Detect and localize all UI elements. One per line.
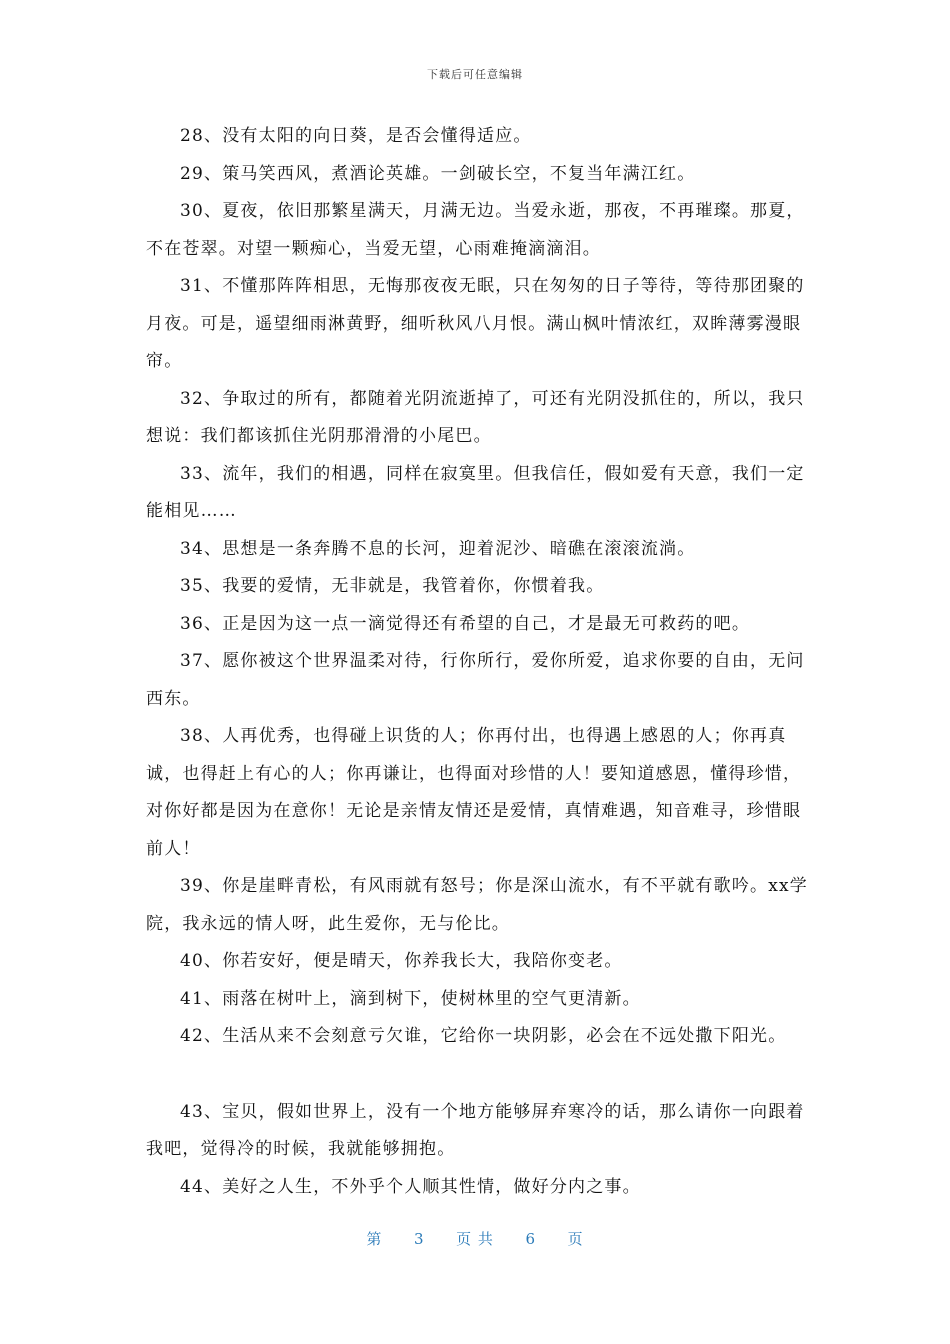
paragraph-34: 34、思想是一条奔腾不息的长河，迎着泥沙、暗礁在滚滚流淌。 <box>180 538 696 559</box>
paragraph-31: 31、不懂那阵阵相思，无悔那夜夜无眠，只在匆匆的日子等待，等待那团聚的月夜。可是，遥望细雨淋黄野，细听秋风八月恨。满山枫叶情浓红，双眸薄雾漫眼帘。 <box>146 276 805 371</box>
footer-total-pages: 6 <box>525 1230 536 1248</box>
paragraph-39: 39、你是崖畔青松，有风雨就有怒号；你是深山流水，有不平就有歌吟。xx学院，我永远的情人呀，此生爱你，无与伦比。 <box>146 876 809 934</box>
paragraph-gap <box>146 1056 808 1094</box>
paragraph-32: 32、争取过的所有，都随着光阴流逝掉了，可还有光阴没抓住的，所以，我只想说：我们都该抓住光阴那滑滑的小尾巴。 <box>146 388 805 446</box>
paragraph-43: 43、宝贝，假如世界上，没有一个地方能够屏弃寒冷的话，那么请你一向跟着我吧，觉得冷的时候，我就能够拥抱。 <box>146 1101 805 1159</box>
paragraph-40: 40、你若安好，便是晴天，你养我长大，我陪你变老。 <box>180 951 623 971</box>
page-footer <box>0 1228 950 1249</box>
paragraph-33: 33、流年，我们的相遇，同样在寂寞里。但我信任，假如爱有天意，我们一定能相见…… <box>146 463 805 521</box>
footer-total-label: 页 共 <box>456 1230 494 1248</box>
paragraph-41: 41、雨落在树叶上，滴到树下，使树林里的空气更清新。 <box>180 988 641 1009</box>
footer-page-number: 3 <box>414 1230 425 1248</box>
paragraph-35: 35、我要的爱情，无非就是，我管着你，你惯着我。 <box>180 576 605 596</box>
paragraph-29: 29、策马笑西风，煮酒论英雄。一剑破长空，不复当年满江红。 <box>180 163 696 184</box>
paragraph-37: 37、愿你被这个世界温柔对待，行你所行，爱你所爱，追求你要的自由，无问西东。 <box>146 651 805 709</box>
paragraph-36: 36、正是因为这一点一滴觉得还有希望的自己，才是最无可救药的吧。 <box>180 613 751 634</box>
footer-page-suffix: 页 <box>567 1230 584 1248</box>
footer-page-label: 第 <box>366 1230 383 1248</box>
paragraph-38: 38、人再优秀，也得碰上识货的人；你再付出，也得遇上感恩的人；你再真诚，也得赶上有心的人；你再谦让，也得面对珍惜的人！要知道感恩，懂得珍惜，对你好都是因为在意你！无论是亲情友情还是爱情，真情难遇，知音难寻，珍惜眼前人！ <box>146 726 802 859</box>
paragraph-30: 30、夏夜，依旧那繁星满天，月满无边。当爱永逝，那夜，不再璀璨。那夏，不在苍翠。对望一颗痴心，当爱无望，心雨难掩滴滴泪。 <box>146 201 805 259</box>
paragraph-42: 42、生活从来不会刻意亏欠谁，它给你一块阴影，必会在不远处撒下阳光。 <box>180 1026 787 1046</box>
paragraph-44: 44、美好之人生，不外乎个人顺其性情，做好分内之事。 <box>180 1176 641 1197</box>
document-body <box>146 118 808 1206</box>
paragraph-28: 28、没有太阳的向日葵，是否会懂得适应。 <box>180 126 532 146</box>
page-header: 下载后可任意编辑 <box>427 68 523 81</box>
